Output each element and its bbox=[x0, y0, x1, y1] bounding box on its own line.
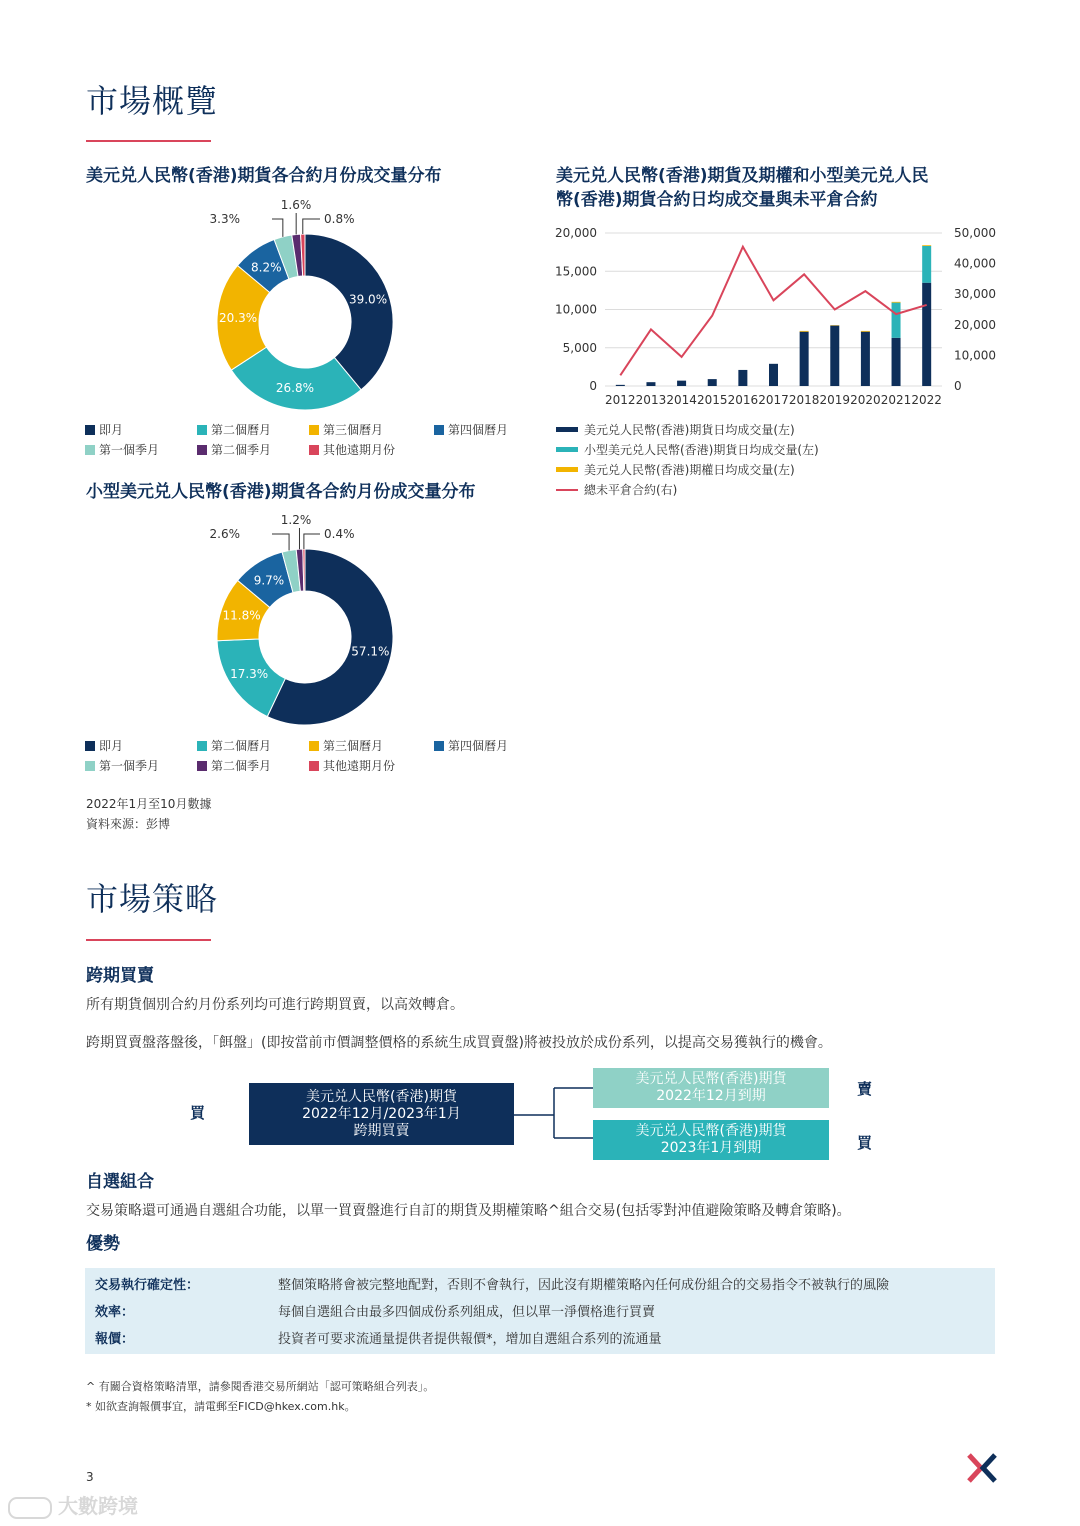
legend-item: 即月 bbox=[85, 737, 123, 754]
donut-data-label: 11.8% bbox=[222, 608, 261, 623]
advantage-row bbox=[85, 1301, 995, 1328]
y-left-tick: 0 bbox=[589, 379, 597, 393]
legend-item: 第二個曆月 bbox=[197, 421, 271, 438]
advantage-row bbox=[85, 1274, 995, 1301]
overview-title: 市場概覽 bbox=[86, 82, 219, 120]
donut-data-label: 39.0% bbox=[348, 292, 388, 307]
y-left-tick: 15,000 bbox=[555, 264, 597, 279]
leg-bottom-box: 美元兑人民幣(香港)期貨 2023年1月到期 bbox=[593, 1120, 829, 1160]
x-tick: 2015 bbox=[696, 393, 728, 407]
legend-item: 其他遠期月份 bbox=[309, 441, 395, 458]
x-tick: 2012 bbox=[605, 393, 636, 407]
legend-item: 第二個曆月 bbox=[197, 737, 271, 754]
advantage-row bbox=[85, 1328, 995, 1355]
bar-segment bbox=[922, 245, 931, 246]
legend-swatch bbox=[85, 445, 95, 455]
note-source: 資料來源：彭博 bbox=[86, 817, 171, 831]
donut-data-label: 26.8% bbox=[275, 381, 314, 396]
title-rule bbox=[86, 939, 211, 941]
bar-segment bbox=[830, 326, 839, 386]
donut-data-label: 9.7% bbox=[253, 573, 285, 588]
legend-item: 美元兑人民幣(香港)期貨日均成交量(左) bbox=[556, 421, 795, 438]
donut-callout-label: 0.8% bbox=[324, 212, 355, 226]
advantage-key: 交易執行確定性： bbox=[95, 1278, 200, 1293]
advantage-value: 每個自選組合由最多四個成份系列組成，但以單一淨價格進行買賣 bbox=[278, 1305, 656, 1320]
legend-swatch bbox=[197, 425, 207, 435]
x-tick: 2022 bbox=[911, 393, 942, 407]
leg-top-box: 美元兑人民幣(香港)期貨 2022年12月到期 bbox=[593, 1068, 829, 1108]
bar-segment bbox=[616, 385, 625, 386]
donut-callout-label: 1.6% bbox=[280, 198, 312, 212]
diagram-left-action: 買 bbox=[190, 1104, 206, 1122]
donut-callout-label: 2.6% bbox=[209, 527, 240, 541]
legend-item: 第四個曆月 bbox=[434, 737, 508, 754]
y-right-tick: 20,000 bbox=[954, 317, 996, 332]
footnote-1: ^ 有關合資格策略清單，請參閱香港交易所網站「認可策略組合列表」。 bbox=[86, 1380, 435, 1393]
y-right-tick: 40,000 bbox=[954, 256, 996, 271]
legend-swatch bbox=[197, 445, 207, 455]
legend-swatch bbox=[556, 467, 578, 472]
advantage-key: 效率： bbox=[95, 1305, 135, 1320]
advantage-value: 整個策略將會被完整地配對，否則不會執行，因此沒有期權策略內任何成份組合的交易指令不被執行的風險 bbox=[278, 1278, 890, 1293]
y-left-tick: 20,000 bbox=[555, 226, 597, 240]
donut-chart-futures bbox=[180, 195, 440, 420]
legend-swatch bbox=[197, 761, 207, 771]
y-right-tick: 30,000 bbox=[954, 287, 996, 302]
combo-section-title: 自選組合 bbox=[86, 1172, 154, 1192]
legend-item: 即月 bbox=[85, 421, 123, 438]
spread-main-box: 美元兑人民幣(香港)期貨 2022年12月/2023年1月 跨期買賣 bbox=[249, 1083, 514, 1145]
donut-data-label: 17.3% bbox=[230, 667, 269, 682]
legend-swatch bbox=[85, 761, 95, 771]
advantage-value: 投資者可要求流通量提供者提供報價*，增加自選組合系列的流通量 bbox=[278, 1332, 662, 1347]
donut-data-label: 8.2% bbox=[251, 260, 282, 275]
legend-swatch bbox=[556, 489, 578, 491]
bar-segment bbox=[708, 379, 717, 386]
x-tick: 2017 bbox=[758, 393, 789, 407]
bar-segment bbox=[892, 303, 901, 338]
legend-swatch bbox=[85, 425, 95, 435]
legend-swatch bbox=[434, 425, 444, 435]
title-rule bbox=[86, 140, 211, 142]
legend-item: 第三個曆月 bbox=[309, 737, 383, 754]
combo-title-line1: 美元兑人民幣(香港)期貨及期權和小型美元兑人民 bbox=[556, 166, 929, 186]
donut-callout-label: 3.3% bbox=[209, 212, 240, 226]
page-number: 3 bbox=[86, 1470, 94, 1484]
bar-segment bbox=[800, 332, 809, 386]
strategy-title: 市場策略 bbox=[86, 880, 219, 918]
donut2-title: 小型美元兑人民幣(香港)期貨各合約月份成交量分布 bbox=[86, 482, 476, 502]
legend-swatch bbox=[556, 447, 578, 452]
donut-data-label: 20.3% bbox=[219, 311, 258, 326]
diagram-connector bbox=[514, 1085, 596, 1145]
spread-title: 跨期買賣 bbox=[86, 966, 154, 986]
bar-segment bbox=[646, 382, 655, 386]
legend-swatch bbox=[556, 427, 578, 432]
y-left-tick: 10,000 bbox=[555, 302, 597, 317]
bar-segment bbox=[922, 246, 931, 283]
bar-segment bbox=[800, 331, 809, 332]
legend-item: 小型美元兑人民幣(香港)期貨日均成交量(左) bbox=[556, 441, 819, 458]
bar-segment bbox=[738, 370, 747, 386]
legend-swatch bbox=[309, 445, 319, 455]
combo-chart bbox=[540, 220, 1010, 415]
donut1-legend bbox=[85, 421, 535, 461]
bar-segment bbox=[922, 283, 931, 386]
spread-paragraph-1: 所有期貨個別合約月份系列均可進行跨期買賣，以高效轉倉。 bbox=[86, 997, 464, 1013]
watermark: 大數跨境 bbox=[8, 1490, 138, 1519]
diagram-bottom-action: 買 bbox=[857, 1134, 873, 1152]
legend-item: 美元兑人民幣(香港)期權日均成交量(左) bbox=[556, 461, 795, 478]
callout-line bbox=[272, 219, 283, 237]
legend-item: 其他遠期月份 bbox=[309, 757, 395, 774]
y-left-tick: 5,000 bbox=[562, 340, 597, 355]
callout-line bbox=[272, 534, 289, 550]
hkex-logo-icon bbox=[966, 1452, 998, 1484]
legend-item: 第一個季月 bbox=[85, 757, 159, 774]
legend-swatch bbox=[309, 425, 319, 435]
donut2-legend bbox=[85, 737, 535, 777]
legend-swatch bbox=[309, 741, 319, 751]
x-tick: 2018 bbox=[788, 393, 820, 407]
bar-segment bbox=[892, 338, 901, 386]
y-right-tick: 50,000 bbox=[954, 226, 996, 240]
footnote-2: * 如欲查詢報價事宜，請電郵至FICD@hkex.com.hk。 bbox=[86, 1400, 356, 1413]
legend-swatch bbox=[85, 741, 95, 751]
legend-item: 第二個季月 bbox=[197, 757, 271, 774]
open-interest-line bbox=[620, 247, 926, 376]
watermark-logo-icon bbox=[8, 1497, 52, 1519]
legend-swatch bbox=[309, 761, 319, 771]
legend-swatch bbox=[434, 741, 444, 751]
combo-legend bbox=[556, 421, 976, 501]
combo-paragraph: 交易策略還可通過自選組合功能，以單一買賣盤進行自訂的期貨及期權策略^組合交易(包括零對沖值避險策略及轉倉策略)。 bbox=[86, 1203, 851, 1219]
x-tick: 2020 bbox=[850, 393, 881, 407]
spread-paragraph-2: 跨期買賣盤落盤後，「餌盤」(即按當前市價調整價格的系統生成買賣盤)將被投放於成份系列，以提高交易獲執行的機會。 bbox=[86, 1035, 832, 1051]
legend-item: 第三個曆月 bbox=[309, 421, 383, 438]
x-tick: 2013 bbox=[635, 393, 667, 407]
advantages-title: 優勢 bbox=[86, 1234, 120, 1254]
bar-segment bbox=[677, 381, 686, 386]
x-tick: 2016 bbox=[727, 393, 759, 407]
note-period: 2022年1月至10月數據 bbox=[86, 797, 212, 811]
legend-item: 總未平倉合約(右) bbox=[556, 481, 677, 498]
combo-title-line2: 幣(香港)期貨合約日均成交量與未平倉合約 bbox=[556, 190, 878, 210]
x-tick: 2014 bbox=[666, 393, 697, 407]
x-tick: 2021 bbox=[880, 393, 912, 407]
bar-segment bbox=[861, 331, 870, 332]
legend-item: 第一個季月 bbox=[85, 441, 159, 458]
callout-line bbox=[303, 219, 320, 234]
callout-line bbox=[304, 534, 320, 549]
advantages-table bbox=[85, 1268, 995, 1354]
donut-data-label: 57.1% bbox=[351, 644, 390, 659]
bar-segment bbox=[861, 332, 870, 386]
bar-segment bbox=[769, 364, 778, 386]
x-tick: 2019 bbox=[819, 393, 851, 407]
y-right-tick: 10,000 bbox=[954, 348, 996, 363]
bar-segment bbox=[892, 302, 901, 303]
donut-callout-label: 1.2% bbox=[280, 513, 312, 527]
legend-item: 第四個曆月 bbox=[434, 421, 508, 438]
legend-item: 第二個季月 bbox=[197, 441, 271, 458]
donut1-title: 美元兑人民幣(香港)期貨各合約月份成交量分布 bbox=[86, 166, 442, 186]
donut-chart-mini-futures bbox=[180, 510, 440, 735]
donut-callout-label: 0.4% bbox=[324, 527, 355, 541]
diagram-top-action: 賣 bbox=[857, 1080, 873, 1098]
legend-swatch bbox=[197, 741, 207, 751]
y-right-tick: 0 bbox=[954, 379, 962, 393]
advantage-key: 報價： bbox=[95, 1332, 135, 1347]
